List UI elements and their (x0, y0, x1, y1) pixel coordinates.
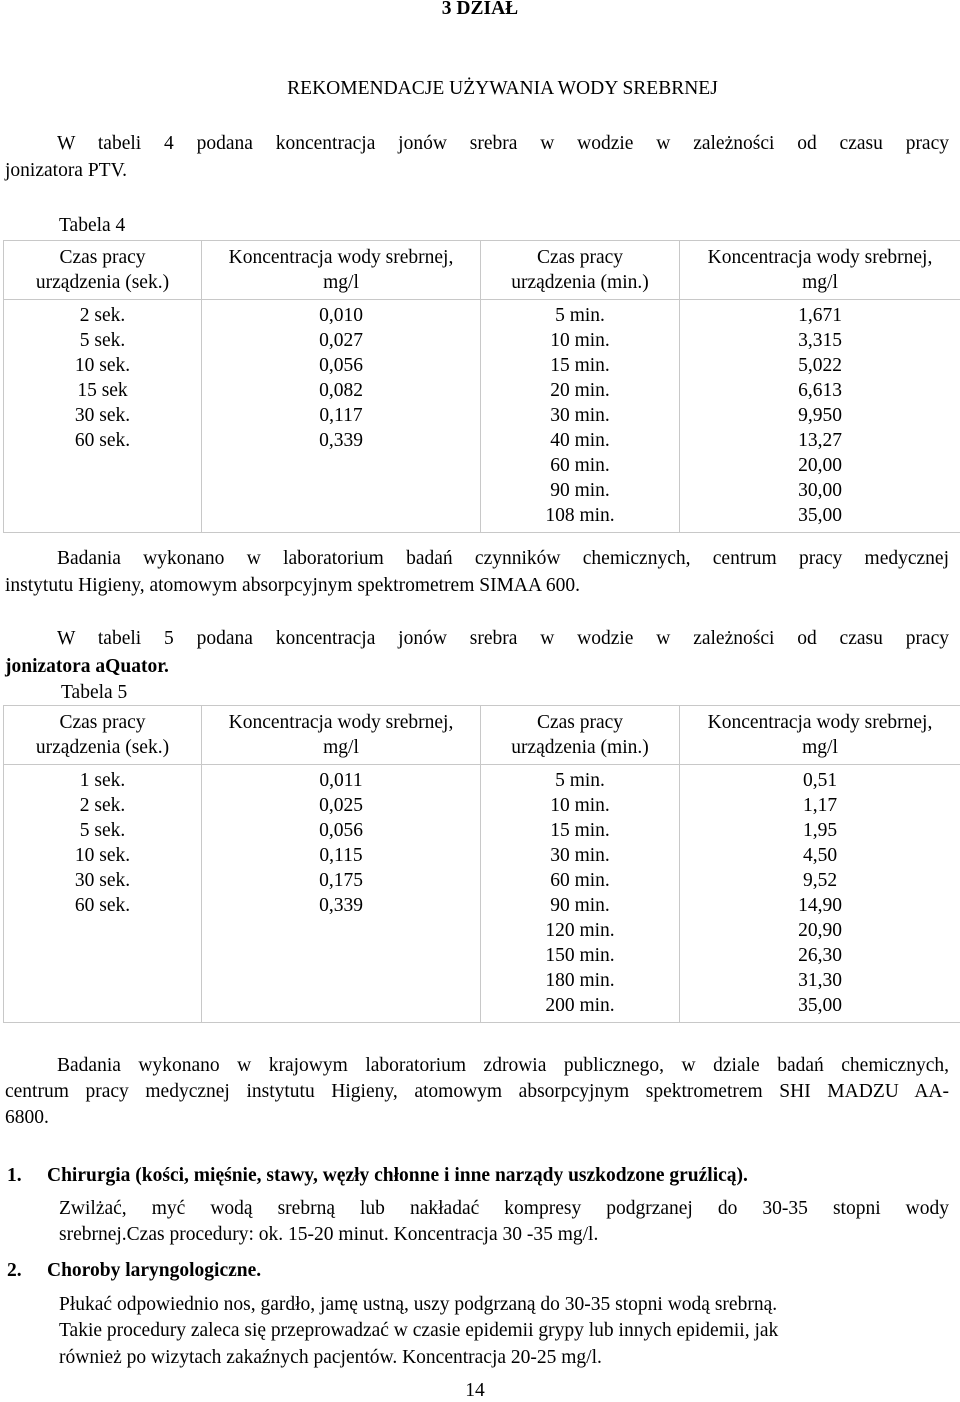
table-5-col-concentration-2 (680, 765, 960, 1023)
table-cell: 1,17 (802, 795, 838, 816)
table-cell: 2 sek. (79, 795, 126, 816)
table-cell: 30 sek. (74, 870, 131, 891)
table-cell: 0,010 (319, 305, 363, 326)
table-cell: 10 min. (550, 795, 610, 816)
table-cell: 31,30 (798, 970, 842, 991)
note-5-line-2: centrum pracy medycznej instytutu Higieny, atomowym absorpcyjnym spektrometrem SHI MADZU AA- (5, 1081, 949, 1102)
item-1-title-text: Chirurgia (kości, mięśnie, stawy, węzły chłonne i inne narządy uszkodzone gruźlicą). (47, 1165, 748, 1186)
table-5-col-time-min (481, 765, 680, 1023)
table-cell: 30 sek. (74, 405, 131, 426)
table-4-header-row (4, 241, 960, 300)
table-cell: 30 min. (550, 405, 610, 426)
item-2-title (7, 1260, 261, 1282)
table-cell: 9,52 (802, 870, 838, 891)
table-cell: 4,50 (802, 845, 838, 866)
table-cell: 15 min. (550, 820, 610, 841)
table-cell: 0,117 (319, 405, 363, 426)
note-5-line-3: 6800. (5, 1107, 49, 1128)
item-1-title (7, 1165, 748, 1187)
table-5-header-time-sec: Czas pracy urządzenia (sek.) (4, 706, 202, 765)
table-cell: 10 sek. (74, 845, 131, 866)
table-cell: 2 sek. (79, 305, 126, 326)
table-cell: 26,30 (798, 945, 842, 966)
table-cell: 0,082 (319, 380, 363, 401)
table-cell: 3,315 (798, 330, 842, 351)
table-cell: 0,51 (802, 770, 838, 791)
table-cell: 13,27 (798, 430, 842, 451)
item-2-number: 2. (7, 1260, 22, 1281)
table-cell: 0,056 (319, 355, 363, 376)
table-5-header-concentration-1: Koncentracja wody srebrnej, mg/l (202, 706, 481, 765)
table-5-col-concentration-1 (202, 765, 481, 1023)
table-cell: 10 sek. (74, 355, 131, 376)
table-4-body-row (4, 300, 960, 533)
note-4-line-2: instytutu Higieny, atomowym absorpcyjnym spektrometrem SIMAA 600. (5, 575, 581, 596)
section-title: 3 DZIAŁ (441, 0, 519, 19)
table-5-caption: Tabela 5 (61, 682, 128, 703)
table-cell: 5 min. (555, 770, 605, 791)
table-cell: 40 min. (550, 430, 610, 451)
table-cell: 0,011 (319, 770, 363, 791)
item-2-line-2: Takie procedury zaleca się przeprowadzać w czasie epidemii grypy lub innych epidemii, jak (59, 1320, 779, 1341)
note-5-line-1: Badania wykonano w krajowym laboratorium zdrowia publicznego, w dziale badań chemicznych, (57, 1055, 949, 1076)
intro-5-line-1: W tabeli 5 podana koncentracja jonów srebra w wodzie w zależności od czasu pracy (57, 628, 949, 649)
table-cell: 60 sek. (74, 895, 131, 916)
table-4-col-time-min (481, 300, 680, 533)
table-cell: 0,175 (319, 870, 363, 891)
page-number: 14 (465, 1380, 485, 1401)
table-cell: 5 sek. (79, 330, 126, 351)
table-cell: 150 min. (545, 945, 615, 966)
table-4-header-time-min: Czas pracy urządzenia (min.) (481, 241, 680, 300)
table-cell: 120 min. (545, 920, 615, 941)
table-5-header-row (4, 706, 960, 765)
table-cell: 20,90 (798, 920, 842, 941)
table-cell: 15 sek (77, 380, 128, 401)
table-cell: 9,950 (798, 405, 842, 426)
table-cell: 90 min. (550, 895, 610, 916)
table-cell: 20,00 (798, 455, 842, 476)
table-cell: 30 min. (550, 845, 610, 866)
item-2-title-text: Choroby laryngologiczne. (47, 1260, 262, 1281)
item-2-line-3: również po wizytach zakaźnych pacjentów. Koncentracja 20-25 mg/l. (59, 1347, 602, 1368)
table-cell: 5 min. (555, 305, 605, 326)
intro-4-line-2: jonizatora PTV. (5, 160, 128, 181)
item-1-line-1: Zwilżać, myć wodą srebrną lub nakładać kompresy podgrzanej do 30-35 stopni wody (59, 1198, 949, 1219)
table-cell: 108 min. (545, 505, 615, 526)
table-4-caption: Tabela 4 (59, 215, 126, 236)
table-cell: 10 min. (550, 330, 610, 351)
table-4-header-concentration-1: Koncentracja wody srebrnej, mg/l (202, 241, 481, 300)
note-4-line-1: Badania wykonano w laboratorium badań czynników chemicznych, centrum pracy medycznej (57, 548, 949, 569)
table-cell: 30,00 (798, 480, 842, 501)
table-cell: 60 min. (550, 870, 610, 891)
table-cell: 60 sek. (74, 430, 131, 451)
table-cell: 0,115 (319, 845, 363, 866)
table-cell: 90 min. (550, 480, 610, 501)
table-cell: 35,00 (798, 995, 842, 1016)
item-1-line-2: srebrnej.Czas procedury: ok. 15-20 minut. Koncentracja 30 -35 mg/l. (59, 1224, 599, 1245)
table-5-header-concentration-2: Koncentracja wody srebrnej, mg/l (680, 706, 960, 765)
table-4-header-time-sec: Czas pracy urządzenia (sek.) (4, 241, 202, 300)
table-cell: 180 min. (545, 970, 615, 991)
table-4 (3, 240, 960, 533)
table-cell: 20 min. (550, 380, 610, 401)
table-cell: 1,671 (798, 305, 842, 326)
table-cell: 60 min. (550, 455, 610, 476)
table-cell: 5 sek. (79, 820, 126, 841)
table-cell: 1 sek. (79, 770, 126, 791)
table-cell: 0,339 (319, 895, 363, 916)
table-cell: 0,339 (319, 430, 363, 451)
table-cell: 14,90 (798, 895, 842, 916)
table-cell: 1,95 (802, 820, 838, 841)
table-cell: 200 min. (545, 995, 615, 1016)
table-5-col-time-sec (4, 765, 202, 1023)
page-heading: REKOMENDACJE UŻYWANIA WODY SREBRNEJ (287, 78, 718, 99)
table-5 (3, 705, 960, 1023)
table-4-col-concentration-1 (202, 300, 481, 533)
table-5-header-time-min: Czas pracy urządzenia (min.) (481, 706, 680, 765)
item-2-line-1: Płukać odpowiednio nos, gardło, jamę ustną, uszy podgrzaną do 30-35 stopni wodą srebrną. (59, 1294, 778, 1315)
table-cell: 0,027 (319, 330, 363, 351)
table-cell: 15 min. (550, 355, 610, 376)
table-4-col-time-sec (4, 300, 202, 533)
table-cell: 5,022 (798, 355, 842, 376)
intro-4-line-1: W tabeli 4 podana koncentracja jonów srebra w wodzie w zależności od czasu pracy (57, 133, 949, 154)
table-cell: 35,00 (798, 505, 842, 526)
table-4-col-concentration-2 (680, 300, 960, 533)
intro-5-line-2: jonizatora aQuator. (5, 656, 169, 677)
table-cell: 0,025 (319, 795, 363, 816)
table-cell: 0,056 (319, 820, 363, 841)
table-5-body-row (4, 765, 960, 1023)
item-1-number: 1. (7, 1165, 22, 1186)
table-cell: 6,613 (798, 380, 842, 401)
table-4-header-concentration-2: Koncentracja wody srebrnej, mg/l (680, 241, 960, 300)
